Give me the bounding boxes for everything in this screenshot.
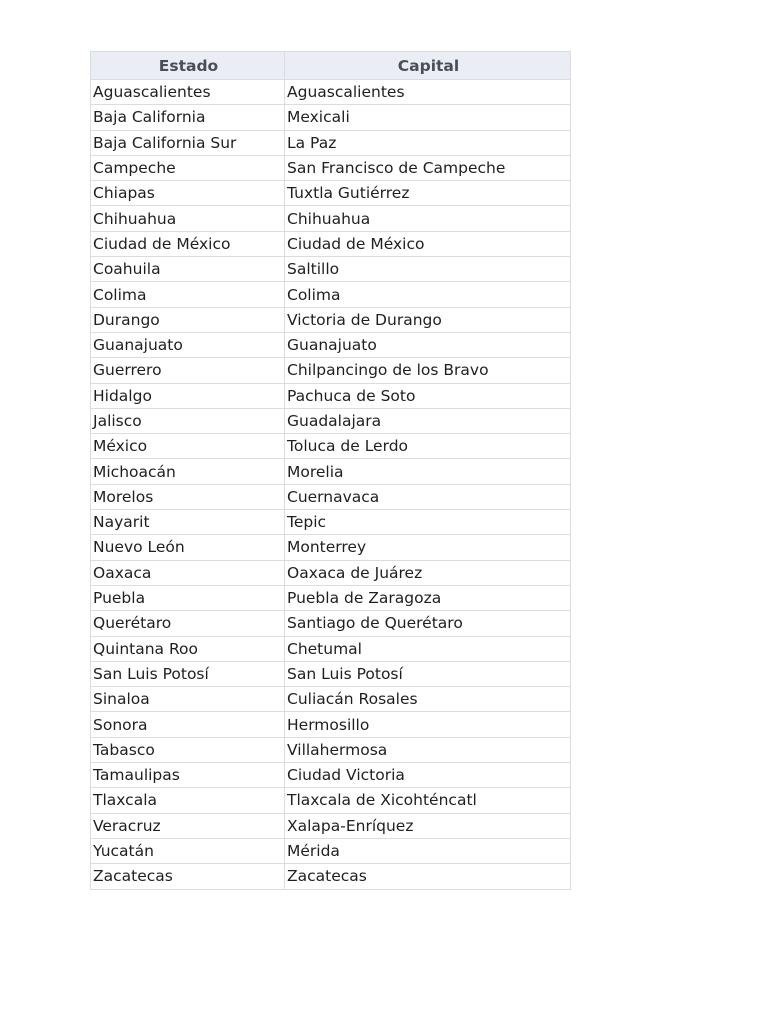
table-row: [91, 80, 571, 105]
capital-cell: Aguascalientes: [285, 80, 571, 105]
estado-cell: Tamaulipas: [91, 763, 285, 788]
table-row: [91, 864, 571, 889]
estado-cell: Querétaro: [91, 611, 285, 636]
capital-cell: Culiacán Rosales: [285, 687, 571, 712]
capital-cell: Xalapa-Enríquez: [285, 813, 571, 838]
table-row: [91, 459, 571, 484]
capital-cell: Oaxaca de Juárez: [285, 560, 571, 585]
capital-cell: Toluca de Lerdo: [285, 434, 571, 459]
estado-cell: Veracruz: [91, 813, 285, 838]
capital-cell: Mexicali: [285, 105, 571, 130]
capital-cell: Pachuca de Soto: [285, 383, 571, 408]
estado-cell: Hidalgo: [91, 383, 285, 408]
estado-cell: Guerrero: [91, 358, 285, 383]
table-row: [91, 763, 571, 788]
capital-cell: Cuernavaca: [285, 484, 571, 509]
table-row: [91, 332, 571, 357]
estado-cell: Sinaloa: [91, 687, 285, 712]
table-row: [91, 257, 571, 282]
capital-cell: Guadalajara: [285, 408, 571, 433]
estado-cell: Nayarit: [91, 510, 285, 535]
estado-cell: Ciudad de México: [91, 231, 285, 256]
states-capitals-table: [90, 51, 571, 890]
table-row: [91, 838, 571, 863]
capital-cell: Mérida: [285, 838, 571, 863]
estado-cell: Puebla: [91, 585, 285, 610]
table-row: [91, 408, 571, 433]
capital-cell: Santiago de Querétaro: [285, 611, 571, 636]
table-row: [91, 611, 571, 636]
estado-cell: Durango: [91, 307, 285, 332]
estado-cell: México: [91, 434, 285, 459]
capital-cell: Ciudad Victoria: [285, 763, 571, 788]
header-estado: Estado: [91, 52, 285, 80]
capital-cell: Ciudad de México: [285, 231, 571, 256]
capital-cell: Chilpancingo de los Bravo: [285, 358, 571, 383]
estado-cell: Tlaxcala: [91, 788, 285, 813]
table-row: [91, 130, 571, 155]
table-row: [91, 585, 571, 610]
capital-cell: Tepic: [285, 510, 571, 535]
table-row: [91, 510, 571, 535]
capital-cell: Hermosillo: [285, 712, 571, 737]
capital-cell: Zacatecas: [285, 864, 571, 889]
table-row: [91, 687, 571, 712]
capital-cell: Puebla de Zaragoza: [285, 585, 571, 610]
table-body: [91, 80, 571, 890]
estado-cell: Morelos: [91, 484, 285, 509]
estado-cell: Quintana Roo: [91, 636, 285, 661]
table-row: [91, 206, 571, 231]
table-row: [91, 358, 571, 383]
table-row: [91, 434, 571, 459]
estado-cell: Baja California: [91, 105, 285, 130]
table-row: [91, 636, 571, 661]
estado-cell: Coahuila: [91, 257, 285, 282]
estado-cell: Aguascalientes: [91, 80, 285, 105]
estado-cell: Oaxaca: [91, 560, 285, 585]
estado-cell: Chihuahua: [91, 206, 285, 231]
estado-cell: Baja California Sur: [91, 130, 285, 155]
table-row: [91, 155, 571, 180]
capital-cell: Saltillo: [285, 257, 571, 282]
capital-cell: La Paz: [285, 130, 571, 155]
table-row: [91, 484, 571, 509]
table-row: [91, 661, 571, 686]
capital-cell: Monterrey: [285, 535, 571, 560]
table-row: [91, 813, 571, 838]
capital-cell: San Luis Potosí: [285, 661, 571, 686]
capital-cell: Chihuahua: [285, 206, 571, 231]
estado-cell: Yucatán: [91, 838, 285, 863]
estado-cell: Michoacán: [91, 459, 285, 484]
estado-cell: Guanajuato: [91, 332, 285, 357]
table-row: [91, 712, 571, 737]
capital-cell: Villahermosa: [285, 737, 571, 762]
table-row: [91, 383, 571, 408]
capital-cell: Tuxtla Gutiérrez: [285, 181, 571, 206]
capital-cell: Tlaxcala de Xicohténcatl: [285, 788, 571, 813]
estado-cell: Campeche: [91, 155, 285, 180]
header-capital: Capital: [285, 52, 571, 80]
estado-cell: Zacatecas: [91, 864, 285, 889]
table-row: [91, 181, 571, 206]
table-row: [91, 737, 571, 762]
table-row: [91, 535, 571, 560]
table-row: [91, 231, 571, 256]
estado-cell: Sonora: [91, 712, 285, 737]
capital-cell: Chetumal: [285, 636, 571, 661]
table-row: [91, 307, 571, 332]
estado-cell: Colima: [91, 282, 285, 307]
header-row: [91, 52, 571, 80]
estado-cell: San Luis Potosí: [91, 661, 285, 686]
capital-cell: Morelia: [285, 459, 571, 484]
estado-cell: Nuevo León: [91, 535, 285, 560]
capital-cell: Victoria de Durango: [285, 307, 571, 332]
estado-cell: Chiapas: [91, 181, 285, 206]
capital-cell: Colima: [285, 282, 571, 307]
table-row: [91, 560, 571, 585]
capital-cell: San Francisco de Campeche: [285, 155, 571, 180]
table-row: [91, 282, 571, 307]
table-header: [91, 52, 571, 80]
estado-cell: Tabasco: [91, 737, 285, 762]
estado-cell: Jalisco: [91, 408, 285, 433]
table-row: [91, 105, 571, 130]
table-row: [91, 788, 571, 813]
capital-cell: Guanajuato: [285, 332, 571, 357]
